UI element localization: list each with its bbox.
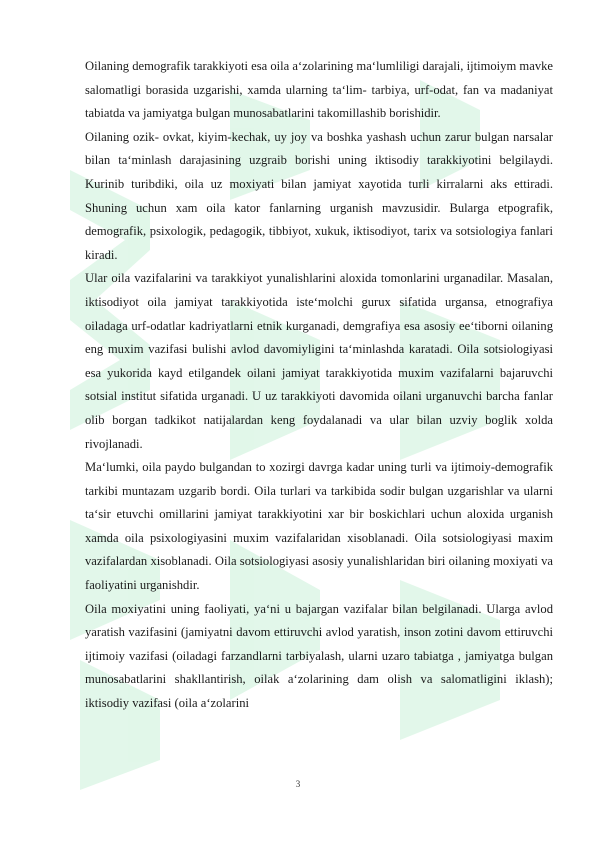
paragraph: Oilaning ozik- ovkat, kiyim-kechak, uy joy va boshka yashash uchun zarur bulgan narsalar bilan ta‘minlash darajasining uzgraib borishi uning iktisodiy tarakkiyotini belgilaydi. Kurinib turibdiki, oila uz moxiyati bilan jamiyat xayotida turli kirralarni aks ettiradi. Shuning uchun xam oila kator fanlarning urganish mavzusidir. Bularga etpografik, demografik, psixologik, pedagogik, tibbiyot, xukuk, iktisodiyot, tarix va sotsiologiya fanlari kiradi. bbox=[85, 129, 553, 262]
document-body bbox=[85, 55, 553, 716]
paragraph: Ma‘lumki, oila paydo bulgandan to xozirgi davrga kadar uning turli va ijtimoiy-demografik tarkibi muntazam uzgarib bordi. Oila turlari va tarkibida sodir bulgan uzgarishlar va ularni ta‘sir etuvchi omillarini jamiyat tarakkiyotini xar bir boskichlari uchun aloxida urganish xamda oila psixologiyasini muxim vazifalaridan xisoblanadi. Oila sotsiologiyasi maxim vazifalardan xisoblanadi. Oila sotsiologiyasi asosiy yunalishlaridan biri oilaning moxiyati va faoliyatini urganishdir. bbox=[85, 460, 553, 593]
paragraph: Oilaning demografik tarakkiyoti esa oila a‘zolarining ma‘lumliligi darajali, ijtimoiym mavke salomatligi borasida uzgarishi, xamda ularning ta‘lim- tarbiya, urf-odat, fan va madaniyat tabiatda va jamiyatga bulgan munosabatlarini takomillashib borishidir. bbox=[85, 59, 553, 121]
page-number: 3 bbox=[295, 779, 301, 789]
paragraph: Oila moxiyatini uning faoliyati, ya‘ni u bajargan vazifalar bilan belgilanadi. Ularga avlod yaratish vazifasini (jamiyatni davom ettiruvchi avlod yaratish, inson zotini davom ettiruvchi ijtimoiy vazifasi (oiladagi farzandlarni tarbiyalash, ularni uzaro tabiatga , jamiyatga bulgan munosabatlarini shakllantirish, oilak a‘zolarining dam olish va salomatligini iklash); iktisodiy vazifasi (oila a‘zolarini bbox=[85, 601, 553, 711]
paragraph: Ular oila vazifalarini va tarakkiyot yunalishlarini aloxida tomonlarini urganadilar. Masalan, iktisodiyot oila jamiyat tarakkiyotida iste‘molchi gurux sifatida urgansa, etnografiya oiladaga urf-odatlar kadriyatlarni etnik kurganadi, demgrafiya esa asosiy ee‘tiborni oilaning eng muxim vazifasi bulishi avlod davomiyligini ta‘minlashda karatadi. Oila sotsiologiyasi esa yukorida kayd etilgandek oilani jamiyat tarakkiyotida muxim vazifalarni bajaruvchi sotsial institut sifatida urganadi. U uz tarakkiyoti davomida oilani urganuvchi barcha fanlar olib borgan tadkikot natijalardan keng foydalanadi va ular bilan uzviy boglik xolda rivojlanadi. bbox=[85, 271, 553, 451]
